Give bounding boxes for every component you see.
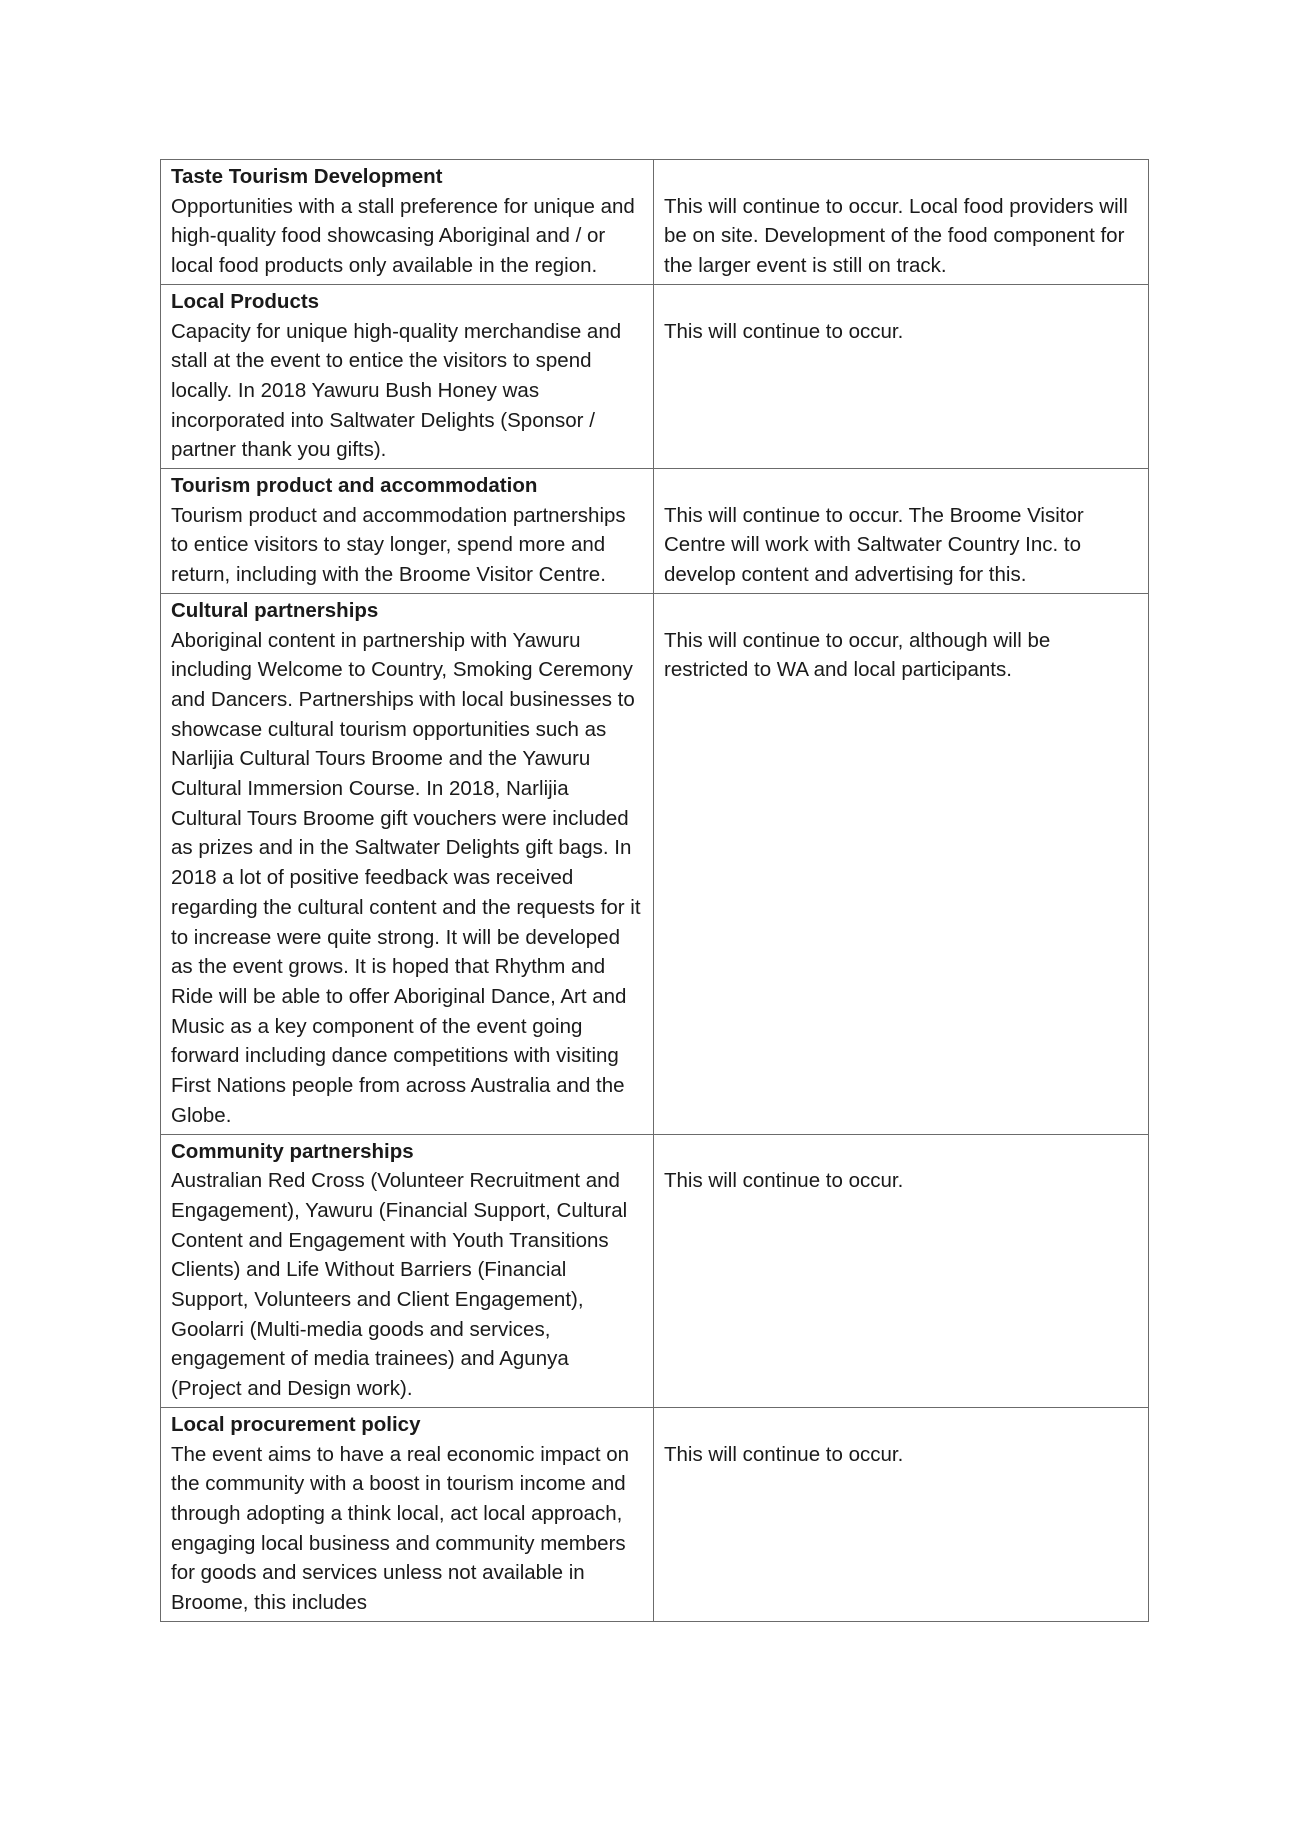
- table-row: [161, 593, 1149, 1134]
- initiative-cell: [161, 1134, 654, 1407]
- table-row: [161, 160, 1149, 285]
- row-description: Capacity for unique high-quality merchandise and stall at the event to entice the visitors to spend locally. In 2018 Yawuru Bush Honey was incorporated into Saltwater Delights (Sponsor / partner thank you gifts).: [171, 319, 622, 462]
- initiative-cell: [161, 284, 654, 468]
- row-response: This will continue to occur, although will be restricted to WA and local participants.: [664, 628, 1051, 682]
- initiative-cell: [161, 469, 654, 594]
- row-description: Aboriginal content in partnership with Yawuru including Welcome to Country, Smoking Ceremony and Dancers. Partnerships with local businesses to showcase cultural tourism opportunities such as Narlijia Cultural Tours Broome and the Yawuru Cultural Immersion Course. In 2018, Narlijia Cultural Tours Broome gift vouchers were included as prizes and in the Saltwater Delights gift bags. In 2018 a lot of positive feedback was received regarding the cultural content and the requests for it to increase were quite strong. It will be developed as the event grows. It is hoped that Rhythm and Ride will be able to offer Aboriginal Dance, Art and Music as a key component of the event going forward including dance competitions with visiting First Nations people from across Australia and the Globe.: [171, 628, 641, 1127]
- row-heading: Cultural partnerships: [171, 598, 379, 622]
- row-description: Australian Red Cross (Volunteer Recruitment and Engagement), Yawuru (Financial Support, Cultural Content and Engagement with Youth Transitions Clients) and Life Without Barriers (Financial Support, Volunteers and Client Engagement), Goolarri (Multi-media goods and services, engagement of media trainees) and Agunya (Project and Design work).: [171, 1169, 628, 1401]
- row-response: This will continue to occur. The Broome Visitor Centre will work with Saltwater Country Inc. to develop content and advertising for this.: [664, 503, 1084, 587]
- response-cell: [654, 284, 1149, 468]
- row-heading: Taste Tourism Development: [171, 165, 443, 188]
- response-cell: [654, 469, 1149, 594]
- row-description: Opportunities with a stall preference for unique and high-quality food showcasing Aboriginal and / or local food products only available in the region.: [171, 194, 635, 278]
- table-row: [161, 1134, 1149, 1407]
- initiative-cell: [161, 1407, 654, 1621]
- row-response: This will continue to occur.: [664, 319, 904, 343]
- row-heading: Tourism product and accommodation: [171, 474, 538, 498]
- row-heading: Local procurement policy: [171, 1412, 421, 1436]
- row-response: This will continue to occur.: [664, 1169, 904, 1193]
- row-response: This will continue to occur.: [664, 1442, 904, 1466]
- response-cell: [654, 1407, 1149, 1621]
- initiative-cell: [161, 160, 654, 285]
- row-heading: Community partnerships: [171, 1139, 414, 1163]
- row-response: This will continue to occur. Local food providers will be on site. Development of the food component for the larger event is still on track.: [664, 194, 1128, 278]
- row-description: The event aims to have a real economic impact on the community with a boost in tourism income and through adopting a think local, act local approach, engaging local business and community members for goods and services unless not available in Broome, this includes: [171, 1442, 630, 1615]
- response-cell: [654, 1134, 1149, 1407]
- table-row: [161, 469, 1149, 594]
- response-cell: [654, 160, 1149, 285]
- row-description: Tourism product and accommodation partnerships to entice visitors to stay longer, spend more and return, including with the Broome Visitor Centre.: [171, 503, 626, 587]
- response-cell: [654, 593, 1149, 1134]
- initiatives-table: [160, 159, 1149, 1622]
- table-row: [161, 1407, 1149, 1621]
- row-heading: Local Products: [171, 289, 320, 313]
- initiative-cell: [161, 593, 654, 1134]
- table-row: [161, 284, 1149, 468]
